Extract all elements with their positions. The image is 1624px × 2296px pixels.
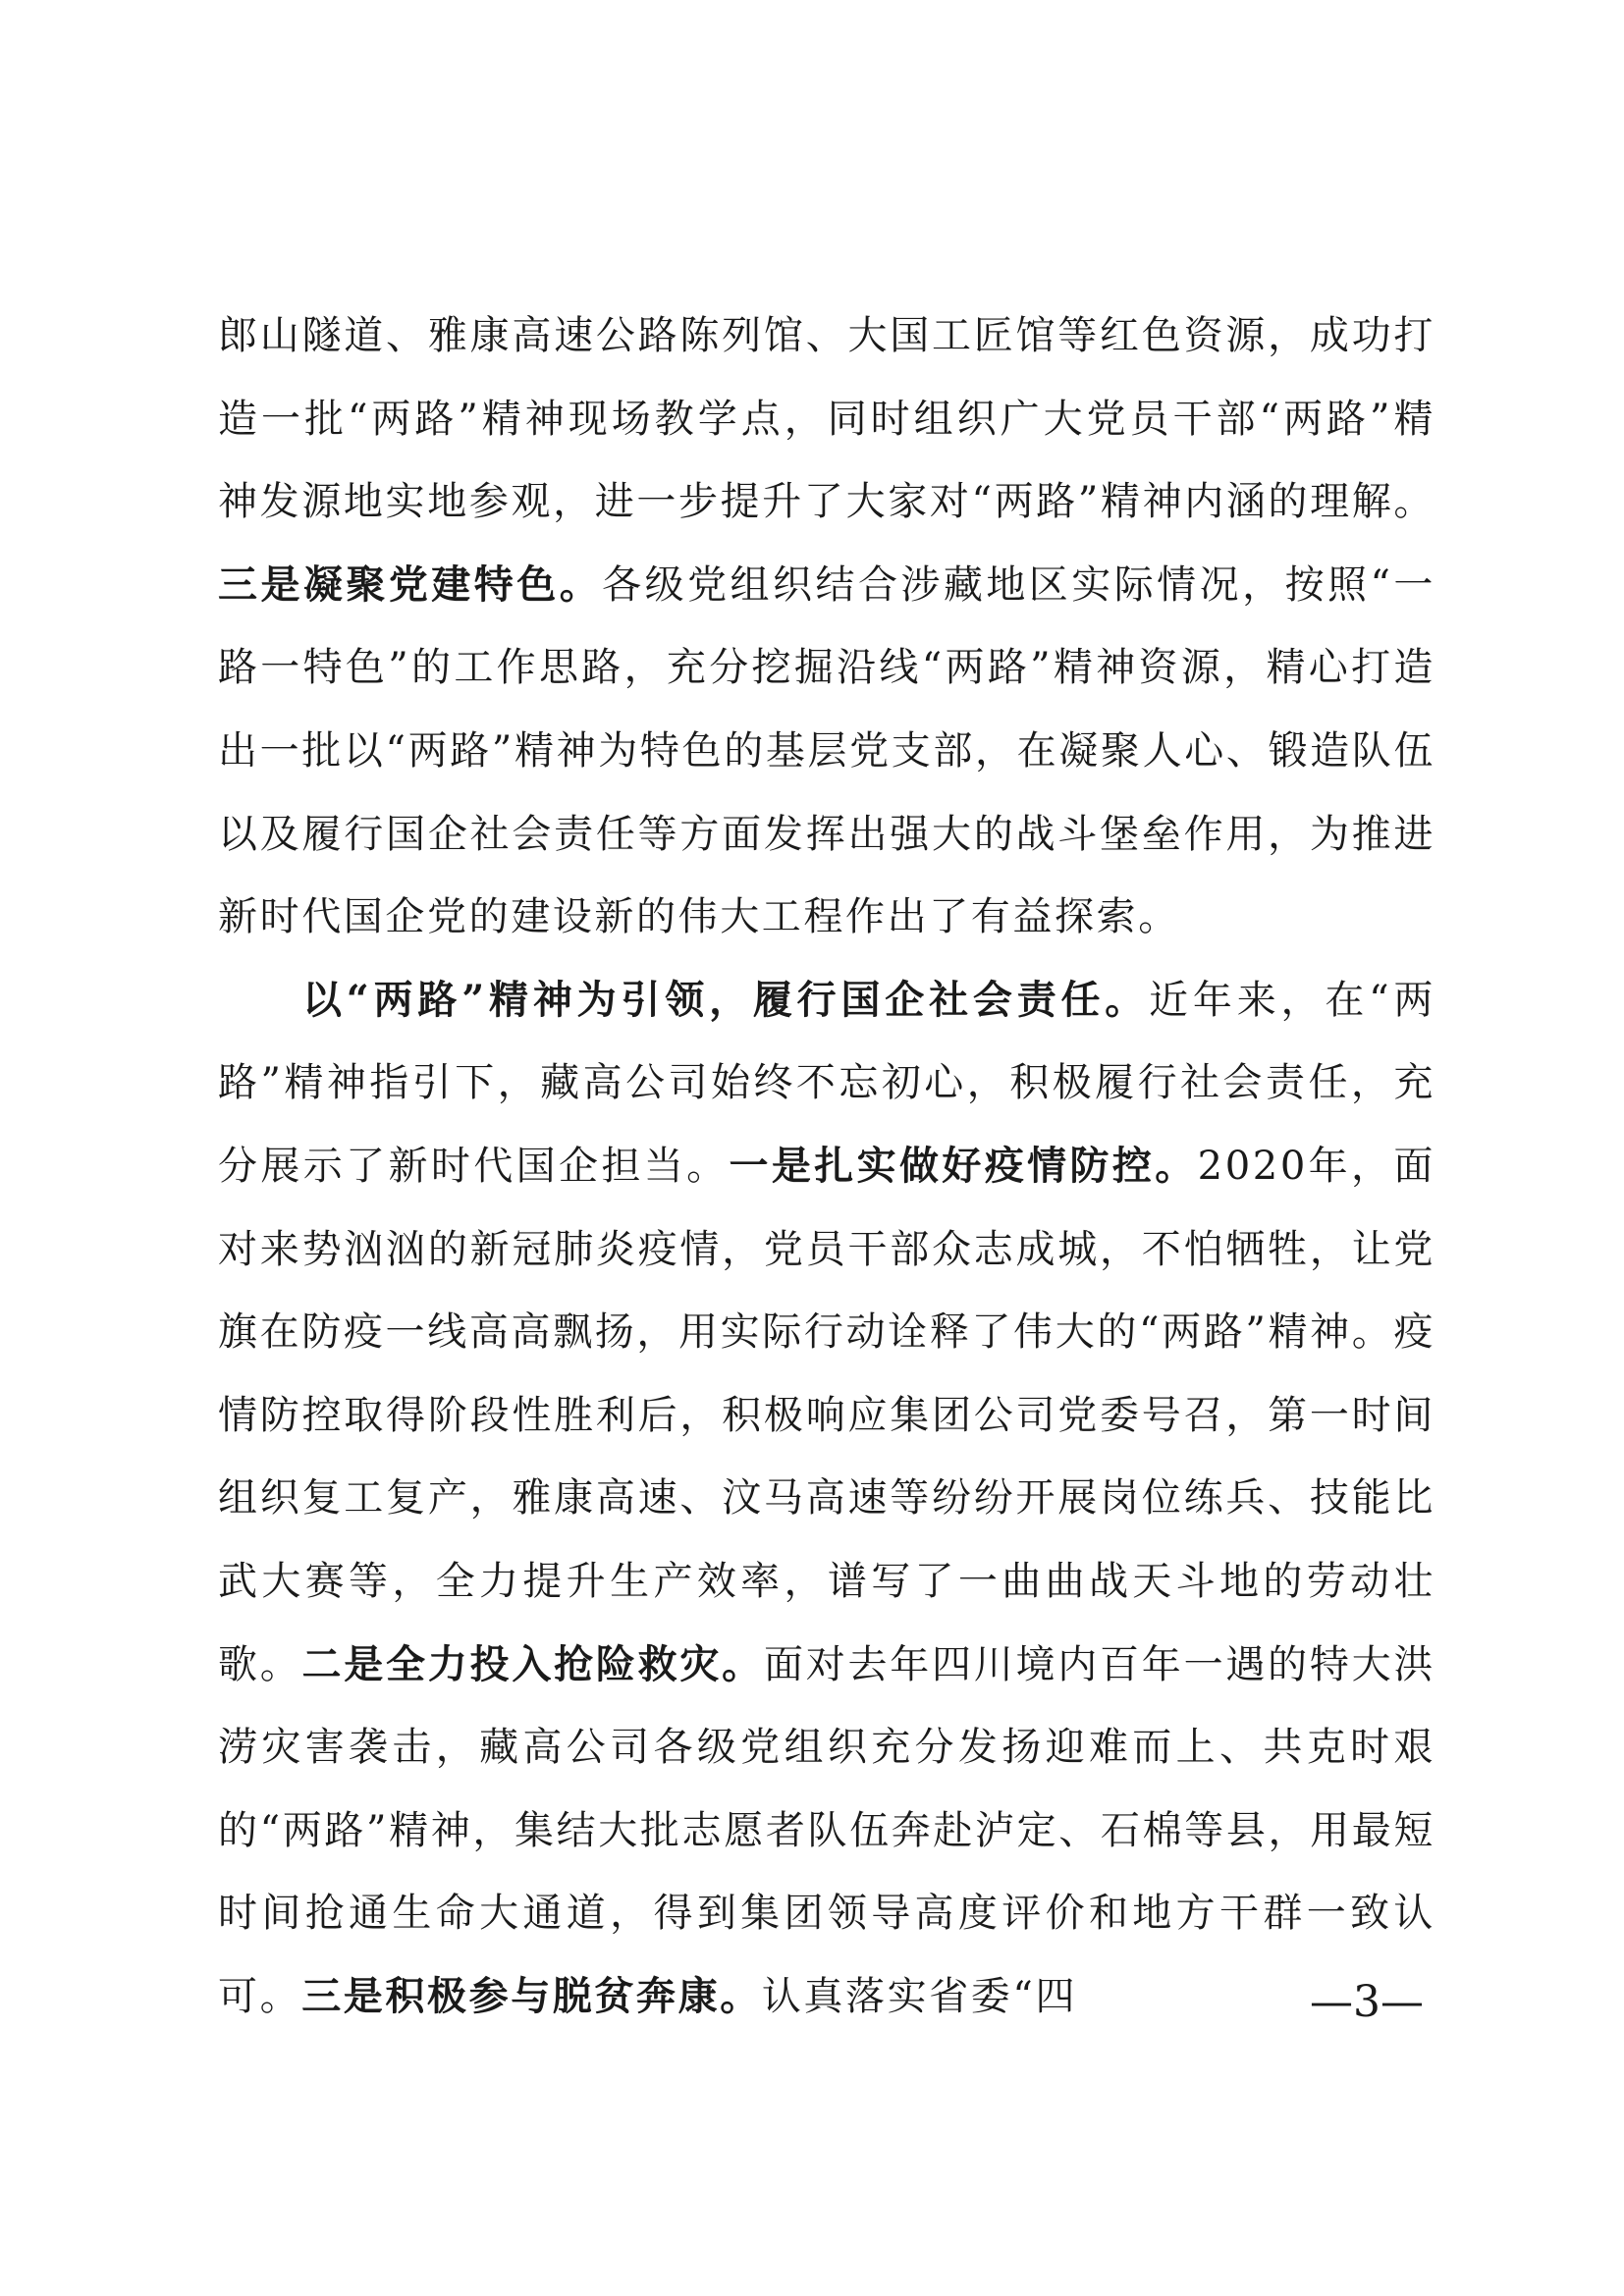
bold-heading-segment: 三是积极参与脱贫奔康。 — [301, 1972, 762, 2019]
paragraph-1 — [218, 294, 1435, 959]
text-segment: 面对去年四川境内百年一遇的特大洪涝灾害袭击，藏高公司各级党组织充分发扬迎难而上、共克时艰的“两路”精神，集结大批志愿者队伍奔赴泸定、石棉等县，用最短时间抢通生命大通道，得到集团领导高度评价和地方干群一致认可。 — [218, 1641, 1435, 2019]
text-segment: 认真落实省委“四 — [761, 1973, 1078, 2019]
body-text — [218, 294, 1435, 2038]
bold-heading-segment: 一是扎实做好疫情防控。 — [729, 1142, 1198, 1189]
bold-heading-segment: 以“两路”精神为引领，履行国企社会责任。 — [302, 976, 1150, 1023]
bold-heading-segment: 二是全力投入抢险救灾。 — [301, 1640, 764, 1687]
page-number: —3— — [1310, 1977, 1424, 2027]
text-segment: 近年来，在“两路”精神指引下，藏高公司始终不忘初心，积极履行社会责任，充分展示了新时代国企担当。 — [218, 977, 1436, 1189]
text-segment: 各级党组织结合涉藏地区实际情况，按照“一路一特色”的工作思路，充分挖掘沿线“两路”精神资源，精心打造出一批以“两路”精神为特色的基层党支部，在凝聚人心、锻造队伍以及履行国企社会责任等方面发挥出强大的战斗堡垒作用，为推进新时代国企党的建设新的伟大工程作出了有益探索。 — [218, 561, 1436, 940]
text-segment: 郎山隧道、雅康高速公路陈列馆、大国工匠馆等红色资源，成功打造一批“两路”精神现场教学点，同时组织广大党员干部“两路”精神发源地实地参观，进一步提升了大家对“两路”精神内涵的理解。 — [218, 313, 1435, 525]
paragraph-2 — [218, 959, 1435, 2039]
bold-heading-segment: 三是凝聚党建特色。 — [218, 561, 603, 608]
text-segment: 2020年，面对来势汹汹的新冠肺炎疫情，党员干部众志成城，不怕牺牲，让党旗在防疫一线高高飘扬，用实际行动诠释了伟大的“两路”精神。疫情防控取得阶段性胜利后，积极响应集团公司党委号召，第一时间组织复工复产，雅康高速、汶马高速等纷纷开展岗位练兵、技能比武大赛等，全力提升生产效率，谱写了一曲曲战天斗地的劳动壮歌。 — [218, 1143, 1435, 1687]
